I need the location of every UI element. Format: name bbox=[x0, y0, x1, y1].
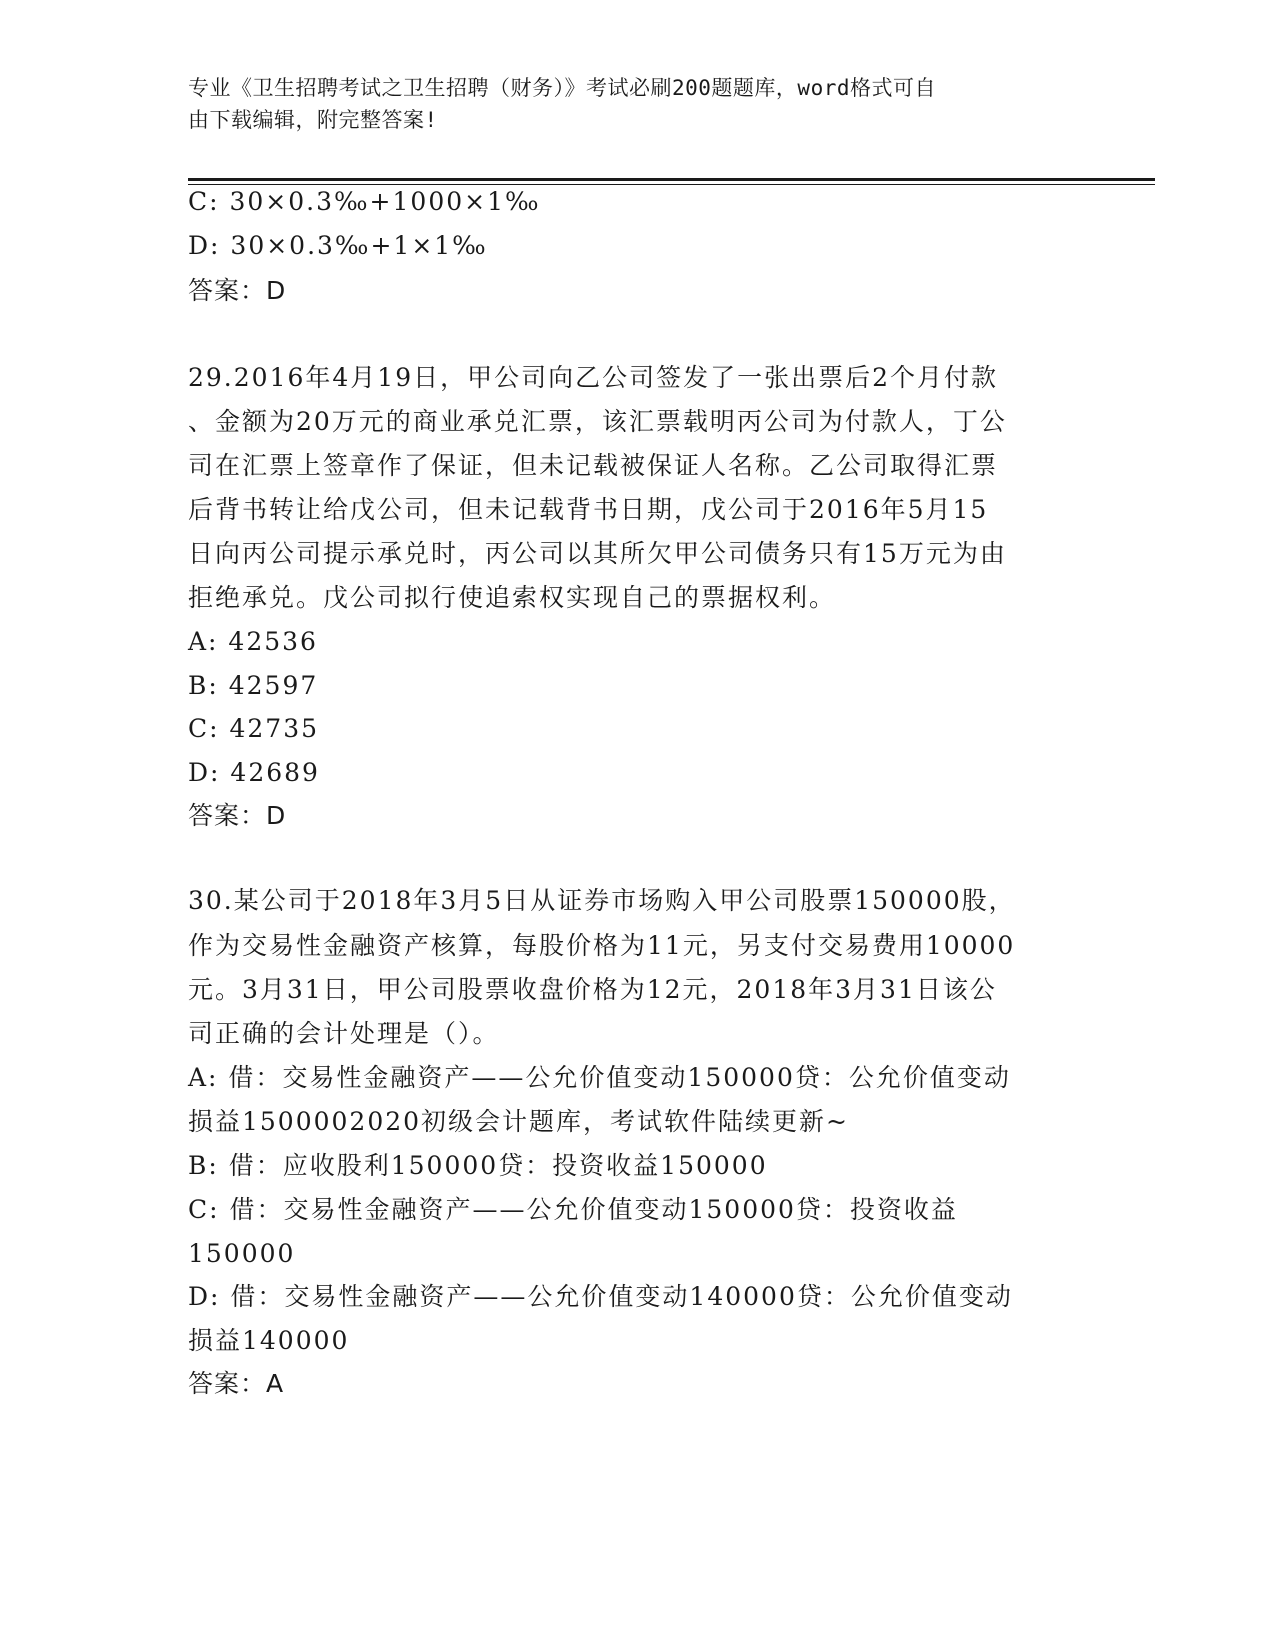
prev-option-c: C: 30×0.3‰+1000×1‰ bbox=[188, 187, 541, 216]
q30-option-d-cont: 损益140000 bbox=[188, 1326, 350, 1355]
header-divider-thick bbox=[188, 178, 1155, 181]
q30-text-line: 30.某公司于2018年3月5日从证券市场购入甲公司股票150000股， bbox=[188, 886, 1016, 915]
q30-text-line: 作为交易性金融资产核算，每股价格为11元，另支付交易费用10000 bbox=[188, 931, 1016, 960]
prev-answer: 答案：D bbox=[188, 276, 287, 305]
q29-text-line: 拒绝承兑。戊公司拟行使追索权实现自己的票据权利。 bbox=[188, 583, 837, 612]
q30-text-line: 司正确的会计处理是（）。 bbox=[188, 1019, 500, 1048]
prev-option-d: D: 30×0.3‰+1×1‰ bbox=[188, 231, 488, 260]
header-divider-thin bbox=[188, 184, 1155, 185]
q29-text-line: 后背书转让给戊公司，但未记载背书日期，戊公司于2016年5月15 bbox=[188, 495, 989, 524]
q29-answer: 答案：D bbox=[188, 801, 287, 830]
q29-text-line: 29.2016年4月19日，甲公司向乙公司签发了一张出票后2个月付款 bbox=[188, 363, 999, 392]
document-header bbox=[188, 72, 1068, 136]
q29-option-d: D: 42689 bbox=[188, 758, 320, 787]
header-line-1: 专业《卫生招聘考试之卫生招聘（财务）》考试必刷200题题库，word格式可自 bbox=[188, 76, 936, 100]
q30-option-c-cont: 150000 bbox=[188, 1239, 296, 1268]
q30-option-d: D: 借：交易性金融资产——公允价值变动140000贷：公允价值变动 bbox=[188, 1282, 1013, 1311]
q29-text-line: 司在汇票上签章作了保证，但未记载被保证人名称。乙公司取得汇票 bbox=[188, 451, 999, 480]
q29-text-line: 日向丙公司提示承兑时，丙公司以其所欠甲公司债务只有15万元为由 bbox=[188, 539, 1007, 568]
q30-option-c: C: 借：交易性金融资产——公允价值变动150000贷：投资收益 bbox=[188, 1195, 958, 1224]
q29-option-b: B: 42597 bbox=[188, 671, 319, 700]
q30-option-a-cont: 损益1500002020初级会计题库，考试软件陆续更新~ bbox=[188, 1107, 850, 1136]
q30-text-line: 元。3月31日，甲公司股票收盘价格为12元，2018年3月31日该公 bbox=[188, 975, 997, 1004]
q30-option-a: A: 借：交易性金融资产——公允价值变动150000贷：公允价值变动 bbox=[188, 1063, 1011, 1092]
q29-option-a: A: 42536 bbox=[188, 627, 318, 656]
q30-answer: 答案：A bbox=[188, 1369, 285, 1398]
q29-option-c: C: 42735 bbox=[188, 714, 320, 743]
q29-text-line: 、金额为20万元的商业承兑汇票，该汇票载明丙公司为付款人，丁公 bbox=[188, 407, 1007, 436]
header-line-2: 由下载编辑，附完整答案! bbox=[188, 108, 438, 132]
q30-option-b: B: 借：应收股利150000贷：投资收益150000 bbox=[188, 1151, 768, 1180]
